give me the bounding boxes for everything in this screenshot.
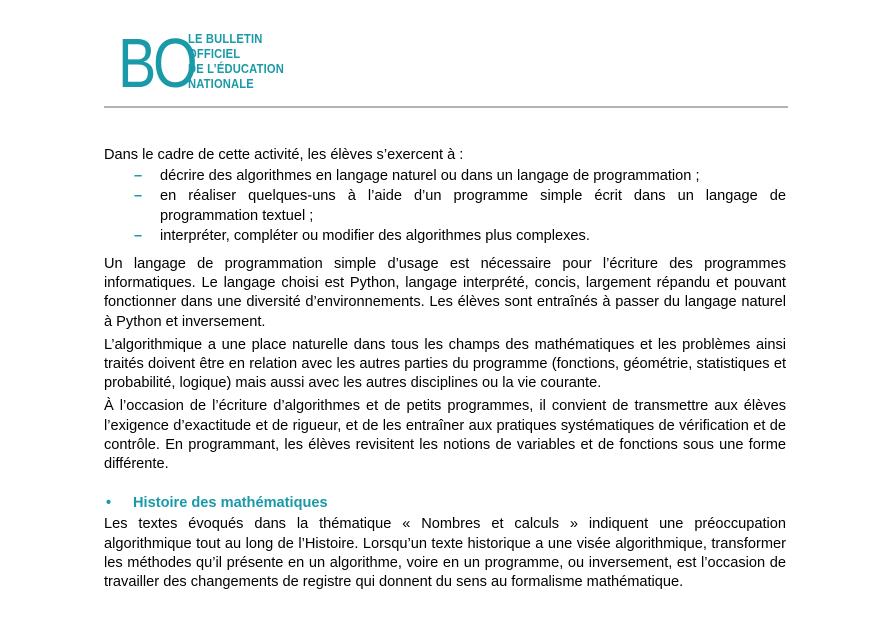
logo-line-4: NATIONALE bbox=[188, 76, 254, 91]
bulletin-officiel-logo bbox=[118, 24, 300, 102]
section-title: Histoire des mathématiques bbox=[133, 495, 328, 512]
logo-line-1: LE BULLETIN bbox=[188, 31, 263, 46]
dash-marker: – bbox=[134, 188, 143, 205]
section-heading bbox=[104, 494, 786, 513]
dash-marker: – bbox=[134, 227, 143, 244]
paragraph-history: Les textes évoqués dans la thématique « Nombres et calculs » indiquent une préoccupation algorithmique tout au long de l’Histoire. Lorsqu’un texte historique a une visée algorithmique, transformer les méthodes qu’il présente en un algorithme, voire en un programme, ou inversement, est l’occasion de travailler des changements de registre qui donnent du sens au formalisme mathématique. bbox=[104, 516, 786, 591]
list-item-text: décrire des algorithmes en langage naturel ou dans un langage de programmation ; bbox=[160, 168, 700, 185]
dash-marker: – bbox=[134, 168, 143, 185]
paragraph-algorithmics: L’algorithmique a une place naturelle dans tous les champs des mathématiques et les problèmes ainsi traités doivent être en relation avec les autres parties du programme (fonctions, géométrie, statistiques et probabilité, logique) mais aussi avec les autres disciplines ou la vie courante. bbox=[104, 336, 786, 392]
list-item bbox=[104, 167, 786, 186]
paragraph-rigor: À l’occasion de l’écriture d’algorithmes et de petits programmes, il convient de transmettre aux élèves l’exigence d’exactitude et de rigueur, et de les entraîner aux pratiques systématiques de vérification et de contrôle. En programmant, les élèves revisitent les notions de variables et de fonctions sous une forme différente. bbox=[104, 398, 786, 473]
list-item bbox=[104, 187, 786, 225]
header-divider bbox=[104, 106, 788, 108]
activity-list bbox=[104, 167, 786, 246]
paragraph-programming-language: Un langage de programmation simple d’usage est nécessaire pour l’écriture des programmes informatiques. Le langage choisi est Python, langage interprété, concis, largement répandu et pouvant fonctionner dans une diversité d’environnements. Les élèves sont entraînés à passer du langage naturel à Python et inversement. bbox=[104, 256, 786, 330]
bullet-icon: • bbox=[106, 495, 112, 512]
logo-text bbox=[188, 31, 300, 91]
list-item-text: interpréter, compléter ou modifier des algorithmes plus complexes. bbox=[160, 227, 590, 244]
logo-line-3: DE L’ÉDUCATION bbox=[188, 61, 284, 76]
list-item-text: en réaliser quelques-uns à l’aide d’un programme simple écrit dans un langage de programmation textuel ; bbox=[160, 188, 786, 224]
logo-mark: BO bbox=[118, 24, 195, 102]
document-body bbox=[104, 146, 786, 596]
logo-line-2: OFFICIEL bbox=[188, 46, 241, 61]
list-item bbox=[104, 227, 786, 246]
intro-text: Dans le cadre de cette activité, les élèves s’exercent à : bbox=[104, 147, 464, 163]
